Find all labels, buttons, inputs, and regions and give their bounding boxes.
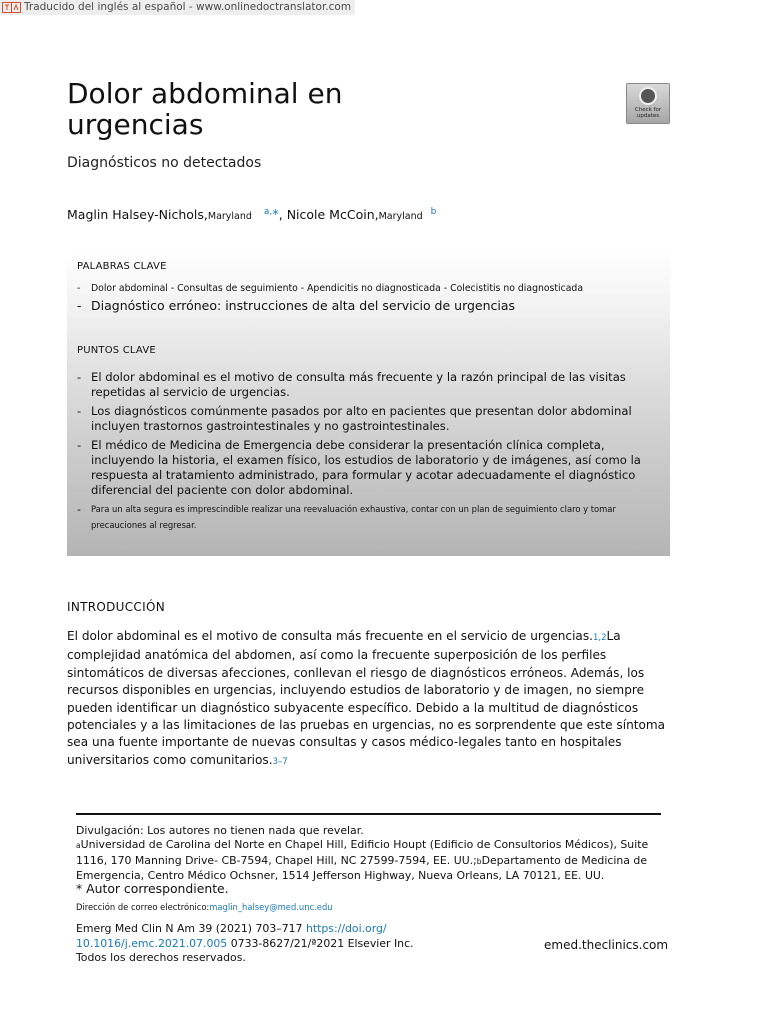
translator-text[interactable]: Traducido del inglés al español - www.onlinedoctranslator.com bbox=[24, 1, 352, 13]
key-point-item bbox=[77, 404, 657, 434]
corresponding-author-mark[interactable]: * bbox=[272, 208, 279, 223]
article-title bbox=[67, 78, 467, 140]
bullet-dash: - bbox=[77, 404, 82, 418]
affiliations-note bbox=[76, 838, 661, 884]
doi-link[interactable]: https://doi.org/ 10.1016/j.emc.2021.07.005 bbox=[76, 922, 387, 950]
key-point-item bbox=[77, 502, 657, 533]
affiliation-b-mark: b bbox=[476, 856, 482, 866]
badge-label bbox=[635, 107, 661, 119]
translator-logo-icon bbox=[2, 2, 21, 13]
translator-banner[interactable] bbox=[0, 0, 355, 15]
bullet-dash: - bbox=[77, 298, 82, 313]
key-point-text: El médico de Medicina de Emergencia debe considerar la presentación clínica completa, incluyendo la historia, el examen físico, los estudios de laboratorio y de imágenes, así como la respuesta al tratamiento administrado, para formular y acotar adecuadamente el diagnóstico diferencial del paciente con dolor abdominal. bbox=[91, 438, 641, 497]
key-point-item bbox=[77, 438, 657, 498]
author-2-name: Nicole McCoin, bbox=[286, 207, 379, 222]
email-link[interactable]: maglin_halsey@med.unc.edu bbox=[209, 902, 333, 912]
issn-copyright: 0733-8627/21/ª2021 Elsevier Inc. Todos los derechos reservados. bbox=[76, 936, 414, 964]
intro-text-1: El dolor abdominal es el motivo de consulta más frecuente en el servicio de urgencias. bbox=[67, 629, 593, 643]
author-list bbox=[67, 207, 436, 223]
citation-link[interactable]: 1,2 bbox=[593, 633, 607, 643]
article-subtitle: Diagnósticos no detectados bbox=[67, 155, 262, 171]
bullet-dash: - bbox=[77, 283, 81, 294]
corresponding-author-note: * Autor correspondiente. bbox=[76, 881, 229, 896]
affiliation-a-mark: a bbox=[76, 841, 81, 850]
footnote-divider bbox=[76, 813, 661, 815]
introduction-paragraph bbox=[67, 628, 673, 771]
bullet-dash: - bbox=[77, 370, 82, 384]
keyword-text: Dolor abdominal - Consultas de seguimiento - Apendicitis no diagnosticada - Colecistitis no diagnosticada bbox=[91, 283, 584, 294]
journal-url[interactable]: emed.theclinics.com bbox=[544, 938, 669, 952]
disclosure-note: Divulgación: Los autores no tienen nada que revelar. bbox=[76, 824, 364, 837]
author-2-affiliation-ref[interactable]: b bbox=[430, 207, 437, 217]
email-note bbox=[76, 900, 661, 915]
keyword-item bbox=[77, 283, 583, 294]
keyword-text: Diagnóstico erróneo: instrucciones de alta del servicio de urgencias bbox=[91, 298, 516, 313]
citation-info bbox=[76, 922, 416, 966]
author-2-degree: Maryland bbox=[378, 211, 423, 222]
key-point-text: Los diagnósticos comúnmente pasados por alto en pacientes que presentan dolor abdominal incluyen trastornos gastrointestinales y no gastrointestinales. bbox=[91, 404, 632, 433]
affiliation-a: Universidad de Carolina del Norte en Chapel Hill, Edificio Houpt (Edificio de Consultorios Médicos), Suite 1116, 170 Manning Drive- CB-7594, Chapel Hill, NC 27599-7594, EE. UU.; bbox=[76, 838, 649, 867]
citation-link[interactable]: 3–7 bbox=[272, 756, 288, 767]
title-line-2: urgencias bbox=[67, 108, 204, 141]
email-label: Dirección de correo electrónico: bbox=[76, 902, 210, 912]
author-1-name: Maglin Halsey-Nichols, bbox=[67, 207, 208, 222]
journal-citation: Emerg Med Clin N Am 39 (2021) 703–717 bbox=[76, 922, 306, 935]
badge-line-1: Check for bbox=[634, 107, 662, 113]
author-1-degree: Maryland bbox=[207, 211, 252, 222]
key-point-item bbox=[77, 370, 657, 400]
author-1-affiliation-ref[interactable]: a, bbox=[263, 207, 273, 217]
key-points-box bbox=[67, 252, 670, 556]
affiliation-b: Departamento de Medicina de Emergencia, Centro Médico Ochsner, 1514 Jefferson Highway, Nueva Orleans, LA 70121, EE. UU. bbox=[76, 853, 648, 882]
keywords-heading: PALABRAS CLAVE bbox=[77, 261, 167, 272]
author-separator: , bbox=[278, 207, 287, 222]
bullet-dash: - bbox=[77, 438, 82, 452]
introduction-heading: INTRODUCCIÓN bbox=[67, 600, 165, 614]
updates-icon bbox=[639, 87, 657, 105]
keyword-item bbox=[77, 298, 515, 313]
bullet-dash: - bbox=[77, 503, 81, 516]
key-point-text: El dolor abdominal es el motivo de consulta más frecuente y la razón principal de las visitas repetidas al servicio de urgencias. bbox=[91, 370, 626, 399]
title-line-1: Dolor abdominal en bbox=[67, 77, 343, 110]
badge-line-2: updates bbox=[636, 113, 660, 119]
key-points-heading: PUNTOS CLAVE bbox=[77, 345, 156, 356]
check-for-updates-badge[interactable] bbox=[626, 83, 670, 124]
key-point-text: Para un alta segura es imprescindible realizar una reevaluación exhaustiva, contar con un plan de seguimiento claro y tomar precauciones al regresar. bbox=[91, 504, 616, 530]
intro-text-2: La complejidad anatómica del abdomen, así como la frecuente superposición de los perfiles sintomáticos de diversas afecciones, conllevan el riesgo de diagnósticos erróneos. Además, los recursos disponibles en urgencias, incluyendo estudios de laboratorio y de imagen, no siempre pueden identificar un diagnóstico subyacente específico. Debido a la multitud de diagnósticos potenciales y a las limitaciones de las pruebas en urgencias, no es sorprendente que este síntoma sea una fuente importante de nuevas consultas y casos médico-legales tanto en hospitales universitarios como comunitarios. bbox=[67, 629, 666, 767]
